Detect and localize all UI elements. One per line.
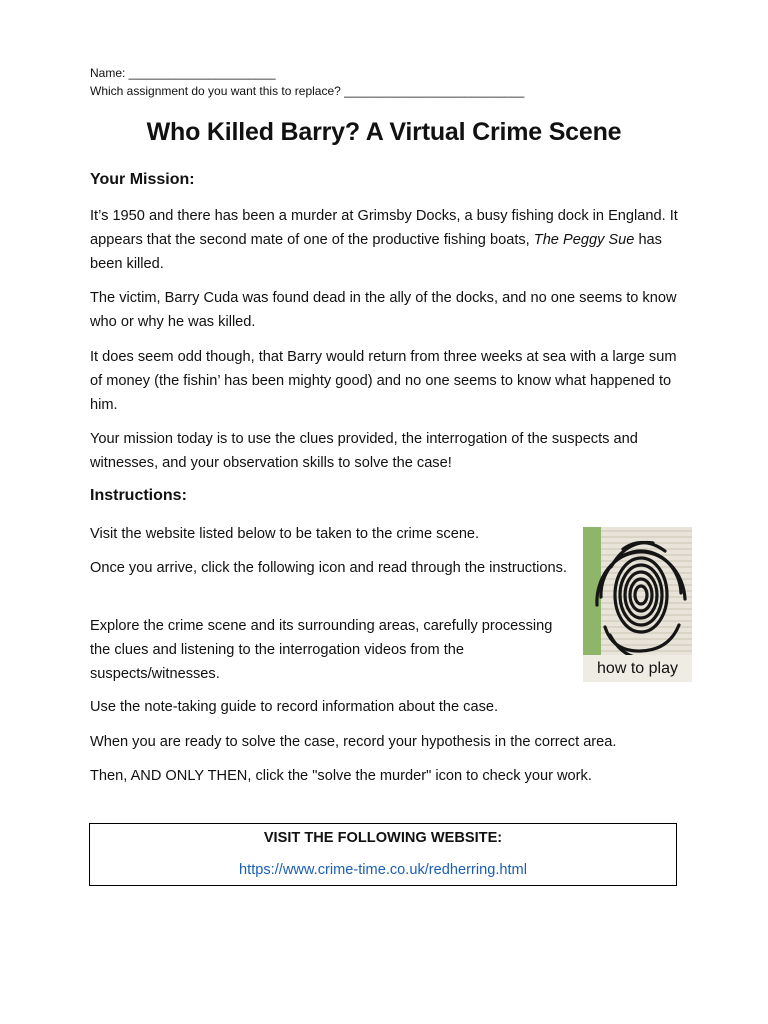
mission-heading: Your Mission: [90, 171, 195, 188]
instruction-step-5: When you are ready to solve the case, record your hypothesis in the correct area. [90, 734, 617, 750]
instruction-step-2: Once you arrive, click the following icon and read through the instructions. [90, 560, 567, 576]
mission-paragraph-3: It does seem odd though, that Barry would return from three weeks at sea with a large sum of money (the fishin’ has been mighty good) and no one seems to know what happened to him. [90, 349, 677, 413]
instruction-step-1: Visit the website listed below to be taken to the crime scene. [90, 526, 480, 542]
instruction-step-6: Then, AND ONLY THEN, click the "solve the murder" icon to check your work. [90, 768, 592, 784]
instruction-step-4: Use the note-taking guide to record information about the case. [90, 699, 499, 715]
mission-paragraph-4: Your mission today is to use the clues provided, the interrogation of the suspects and witnesses, and your observation skills to solve the case! [90, 431, 638, 471]
name-line: Name: ______________________ [90, 66, 276, 80]
mission-paragraph-2: The victim, Barry Cuda was found dead in the ally of the docks, and no one seems to know who or why he was killed. [90, 290, 677, 330]
assignment-replace-line: Which assignment do you want this to replace? ___________________________ [90, 84, 525, 98]
instruction-step-3: Explore the crime scene and its surrounding areas, carefully processing the clues and listening to the interrogation videos from the suspects/witnesses. [90, 618, 553, 682]
how-to-play-icon-image [583, 527, 692, 682]
student-info-header [90, 64, 524, 100]
crime-scene-website-link[interactable]: https://www.crime-time.co.uk/redherring.html [239, 862, 527, 878]
page-title: Who Killed Barry? A Virtual Crime Scene [146, 118, 622, 146]
website-box [89, 823, 677, 886]
website-box-heading: VISIT THE FOLLOWING WEBSITE: [263, 830, 503, 846]
boat-name: The Peggy Sue [533, 232, 635, 248]
mission-paragraph-1 [90, 204, 680, 276]
instructions-heading: Instructions: [90, 487, 187, 504]
mission-p1-end: has been killed. [90, 232, 662, 272]
mission-p1-text: It’s 1950 and there has been a murder at Grimsby Docks, a busy fishing dock in England. It appears that the second mate of one of the productive fishing boats, [90, 208, 678, 248]
how-to-play-caption: how to play [583, 655, 692, 682]
